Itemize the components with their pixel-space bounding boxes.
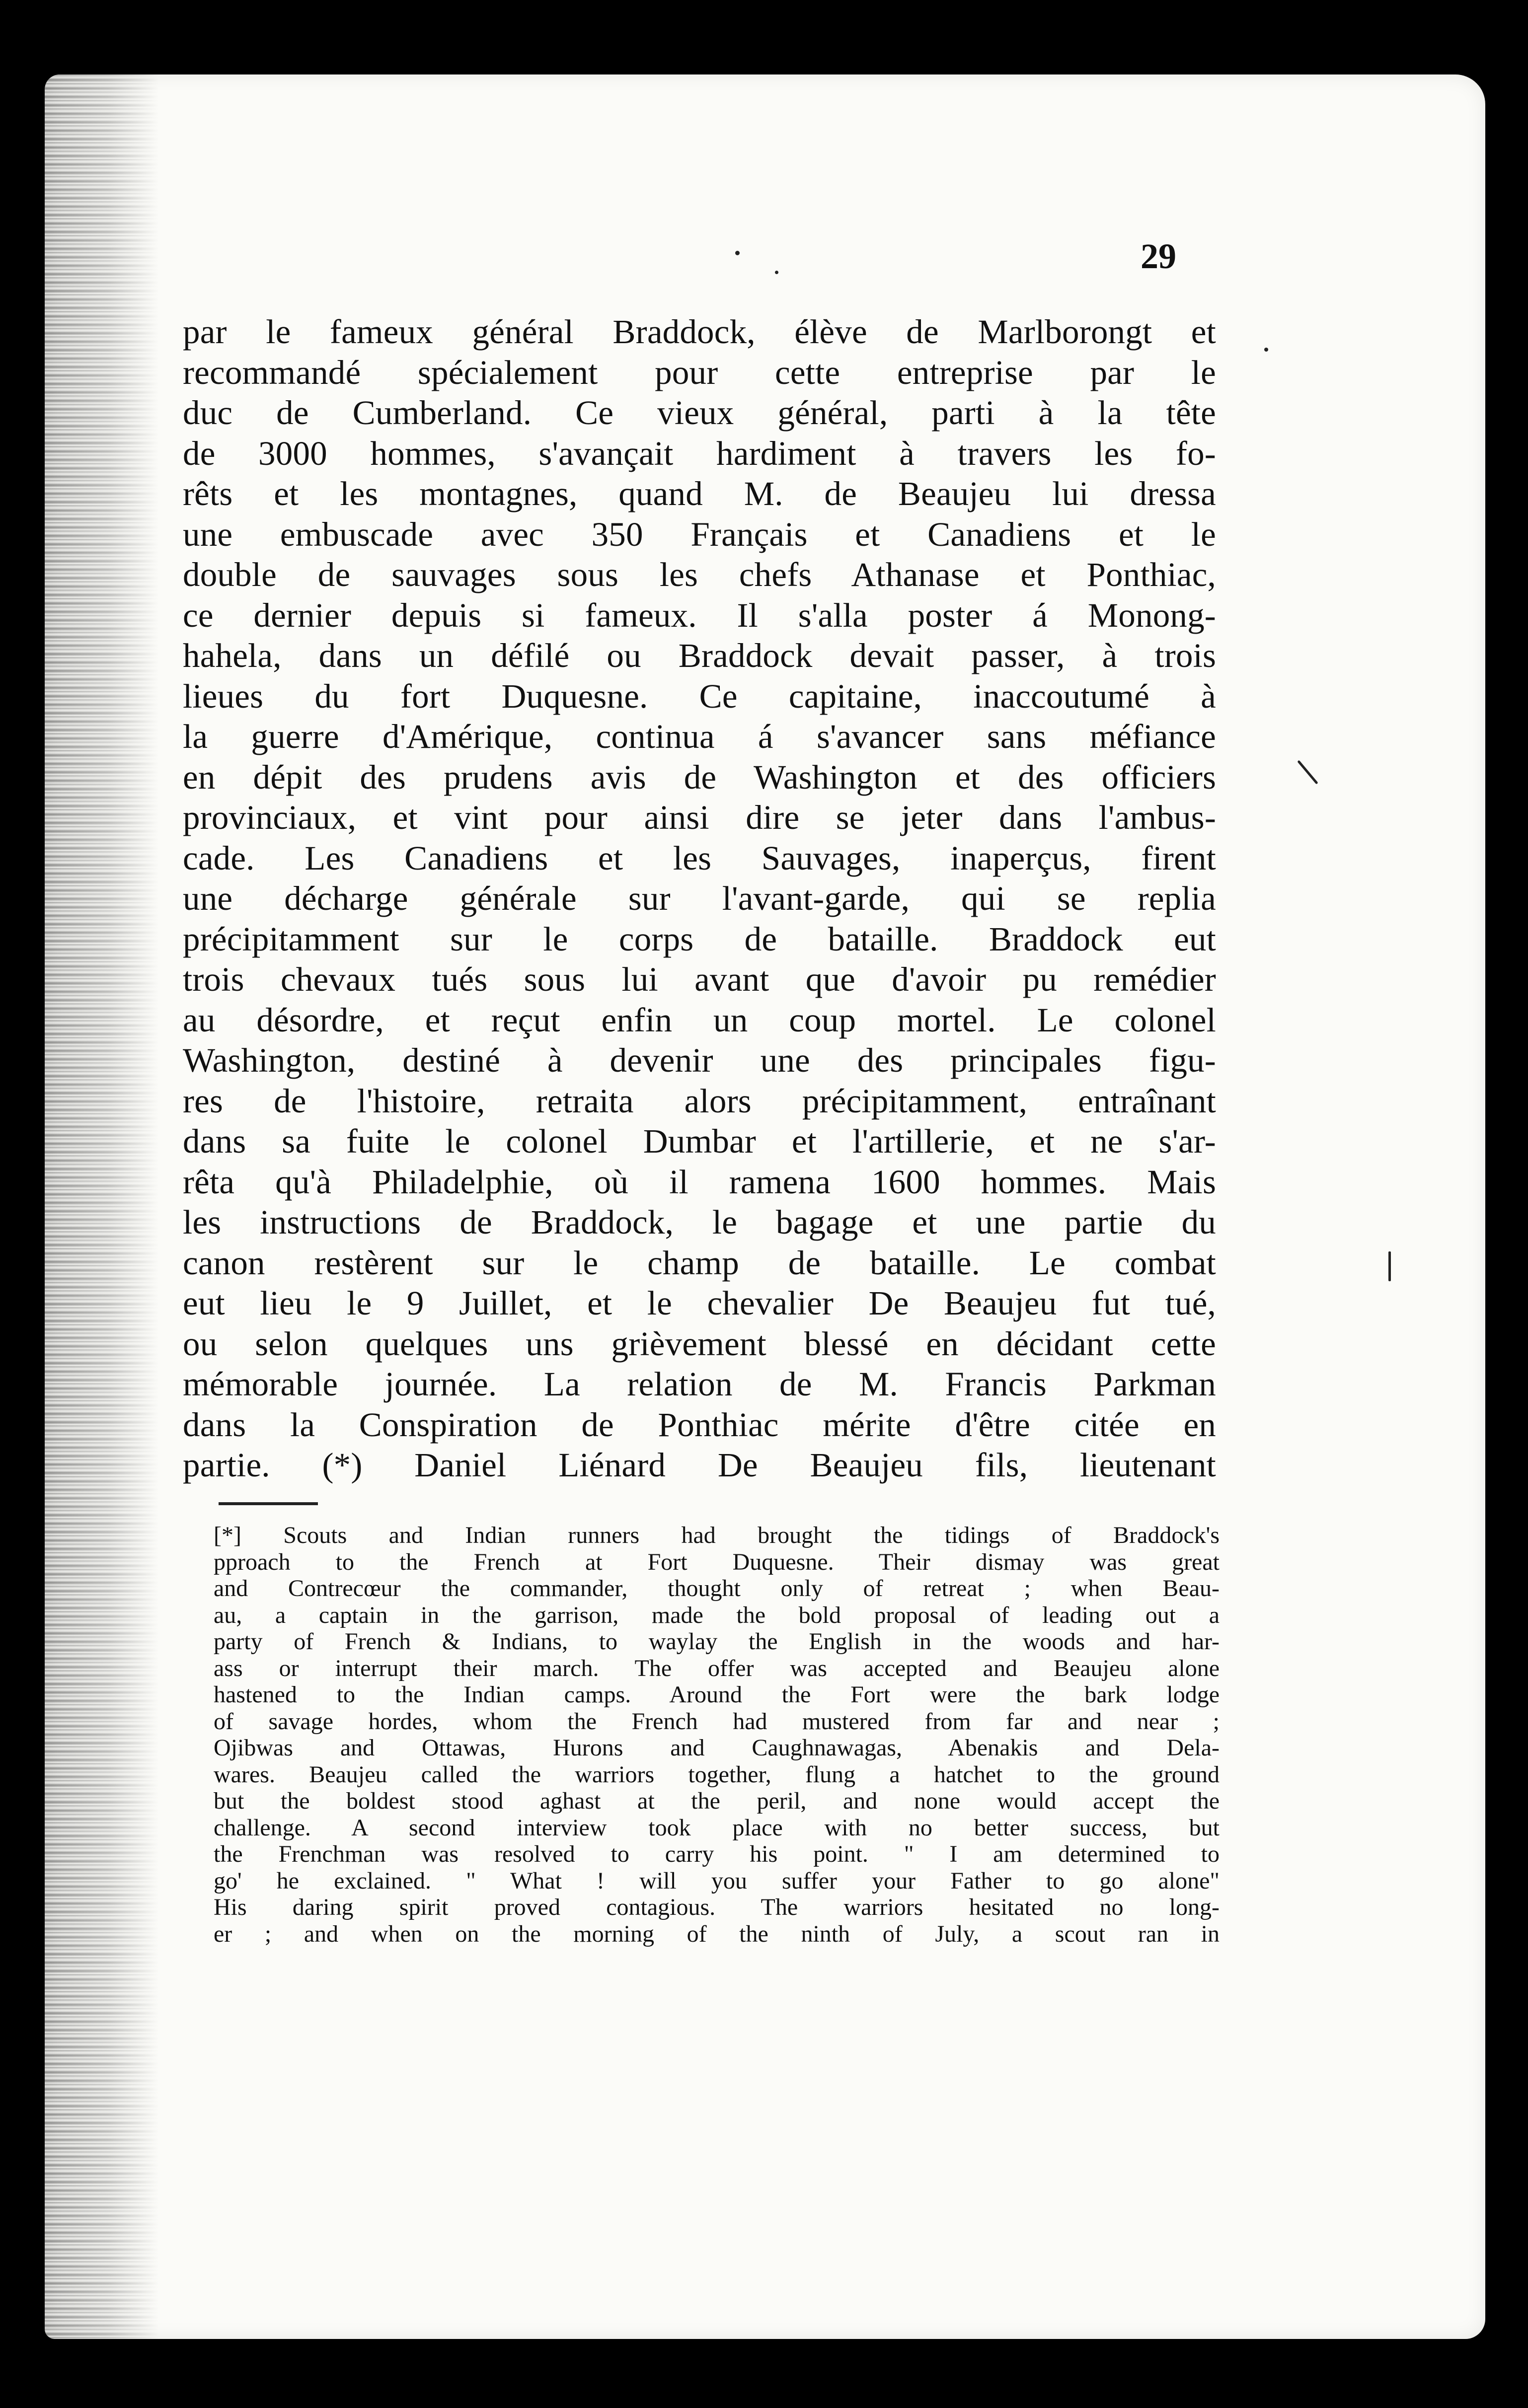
body-line: dans la Conspiration de Ponthiac mérite d'être citée en — [183, 1405, 1216, 1444]
body-line: hahela, dans un défilé ou Braddock devait passer, à trois — [183, 637, 1216, 674]
footnote-line: ass or interrupt their march. The offer was accepted and Beaujeu alone — [214, 1655, 1220, 1681]
footnote-line: party of French & Indians, to waylay the English in the woods and har- — [214, 1628, 1220, 1655]
body-line: au désordre, et reçut enfin un coup mortel. Le colonel — [183, 1001, 1216, 1039]
footnote-line: hastened to the Indian camps. Around the Fort were the bark lodge — [214, 1681, 1220, 1708]
ink-speck — [1388, 1251, 1391, 1281]
footnote-line: [*] Scouts and Indian runners had brought the tidings of Braddock's — [214, 1522, 1220, 1548]
footnote-line: the Frenchman was resolved to carry his point. " I am determined to — [214, 1841, 1220, 1867]
body-line: la guerre d'Amérique, continua á s'avancer sans méfiance — [183, 718, 1216, 755]
footnote-line: pproach to the French at Fort Duquesne. Their dismay was great — [214, 1548, 1220, 1575]
ink-speck — [735, 251, 740, 255]
footnote-line: His daring spirit proved contagious. The warriors hesitated no long- — [214, 1894, 1220, 1920]
footnote-line: and Contrecœur the commander, thought only of retreat ; when Beau- — [214, 1575, 1220, 1602]
footnote-line: Ojibwas and Ottawas, Hurons and Caughnawagas, Abenakis and Dela- — [214, 1735, 1220, 1761]
body-line: une embuscade avec 350 Français et Canadiens et le — [183, 515, 1216, 553]
body-line: Washington, destiné à devenir une des principales figu- — [183, 1041, 1216, 1079]
body-line: de 3000 hommes, s'avançait hardiment à travers les fo- — [183, 434, 1216, 472]
footnote-line: wares. Beaujeu called the warriors together, flung a hatchet to the ground — [214, 1761, 1220, 1788]
body-line: une décharge générale sur l'avant-garde, qui se replia — [183, 879, 1216, 917]
body-line: lieues du fort Duquesne. Ce capitaine, inaccoutumé à — [183, 677, 1216, 715]
body-line: en dépit des prudens avis de Washington et des officiers — [183, 758, 1216, 796]
footnote-line: go' he exclained. " What ! will you suffer your Father to go alone" — [214, 1867, 1220, 1894]
body-line: dans sa fuite le colonel Dumbar et l'artillerie, et ne s'ar- — [183, 1122, 1216, 1160]
body-line: partie. (*) Daniel Liénard De Beaujeu fils, lieutenant — [183, 1446, 1216, 1484]
body-line: provinciaux, et vint pour ainsi dire se jeter dans l'ambus- — [183, 799, 1216, 836]
ink-speck — [775, 271, 778, 274]
body-line: rêts et les montagnes, quand M. de Beaujeu lui dressa — [183, 475, 1216, 512]
footnote-line: of savage hordes, whom the French had mustered from far and near ; — [214, 1708, 1220, 1735]
page-spine-shadow — [45, 74, 159, 2339]
body-line: par le fameux général Braddock, élève de Marlborongt et — [183, 313, 1216, 351]
footnote-line: au, a captain in the garrison, made the bold proposal of leading out a — [214, 1602, 1220, 1628]
footnote-line: challenge. A second interview took place with no better success, but — [214, 1814, 1220, 1841]
ink-speck — [1264, 348, 1268, 352]
footnote-divider — [219, 1502, 318, 1505]
body-line: rêta qu'à Philadelphie, où il ramena 1600 hommes. Mais — [183, 1163, 1216, 1201]
footnote-line: er ; and when on the morning of the ninth of July, a scout ran in — [214, 1920, 1220, 1947]
body-line: trois chevaux tués sous lui avant que d'avoir pu remédier — [183, 960, 1216, 998]
page-number: 29 — [1141, 236, 1176, 276]
body-line: res de l'histoire, retraita alors précipitamment, entraînant — [183, 1082, 1216, 1120]
body-line: duc de Cumberland. Ce vieux général, parti à la tête — [183, 394, 1216, 432]
body-line: double de sauvages sous les chefs Athanase et Ponthiac, — [183, 556, 1216, 593]
body-text — [183, 312, 1216, 1486]
footnote-line: but the boldest stood aghast at the peril, and none would accept the — [214, 1788, 1220, 1814]
footnote — [214, 1522, 1220, 1947]
body-line: mémorable journée. La relation de M. Francis Parkman — [183, 1365, 1216, 1403]
body-line: recommandé spécialement pour cette entreprise par le — [183, 353, 1216, 391]
body-line: canon restèrent sur le champ de bataille. Le combat — [183, 1243, 1216, 1282]
body-line: cade. Les Canadiens et les Sauvages, inaperçus, firent — [183, 839, 1216, 877]
body-line: eut lieu le 9 Juillet, et le chevalier De Beaujeu fut tué, — [183, 1284, 1216, 1322]
body-line: les instructions de Braddock, le bagage et une partie du — [183, 1203, 1216, 1241]
body-line: ce dernier depuis si fameux. Il s'alla poster á Monong- — [183, 596, 1216, 634]
body-line: précipitamment sur le corps de bataille. Braddock eut — [183, 920, 1216, 958]
body-line: ou selon quelques uns grièvement blessé en décidant cette — [183, 1324, 1216, 1363]
